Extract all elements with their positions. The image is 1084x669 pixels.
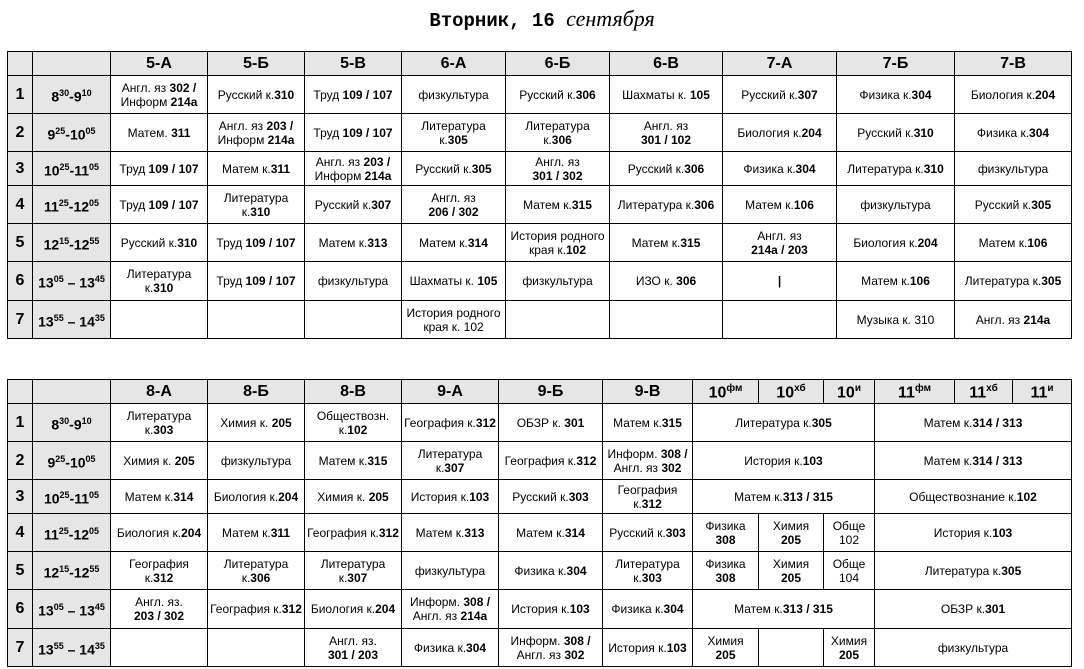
lesson-cell: Литература к.305 — [402, 114, 506, 152]
lesson-cell: Матем к.106 — [837, 262, 955, 301]
lesson-cell — [723, 301, 837, 339]
lesson-cell: География к.312 — [603, 480, 693, 514]
lesson-time: $9^{25}-10^{05}$ — [33, 114, 111, 152]
lesson-cell: Матем к.313 / 315 — [693, 480, 875, 514]
lesson-row — [8, 590, 1072, 629]
lesson-row — [8, 514, 1072, 552]
lesson-cell: ОБЗР к. 301 — [499, 404, 603, 442]
lesson-cell: Матем к.314 / 313 — [875, 404, 1072, 442]
lesson-number: 5 — [8, 552, 33, 590]
schedule-table-bottom — [7, 379, 1072, 667]
lesson-cell: География к.312 — [305, 514, 402, 552]
lesson-cell: Физика к.304 — [723, 152, 837, 186]
lesson-cell: Литература к.306 — [506, 114, 610, 152]
lesson-row — [8, 76, 1072, 114]
lesson-cell: Русский к.305 — [955, 186, 1072, 224]
lesson-cell: Матем к.311 — [208, 152, 305, 186]
lesson-cell: Физика 308 — [693, 552, 759, 590]
lesson-cell: Русский к.306 — [506, 76, 610, 114]
class-header: 6-А — [402, 52, 506, 76]
lesson-cell: Шахматы к. 105 — [402, 262, 506, 301]
lesson-cell — [759, 629, 824, 667]
class-header: 8-А — [111, 380, 208, 404]
lesson-cell: География к.312 — [402, 404, 499, 442]
lesson-time: $12^{15}-12^{55}$ — [33, 552, 111, 590]
lesson-cell: Труд 109 / 107 — [305, 114, 402, 152]
lesson-cell — [111, 301, 208, 339]
class-header: 6-В — [610, 52, 723, 76]
lesson-cell: Литература к.307 — [305, 552, 402, 590]
lesson-cell: Литература к.306 — [610, 186, 723, 224]
lesson-number: 4 — [8, 186, 33, 224]
lesson-cell: Англ. яз. 301 / 203 — [305, 629, 402, 667]
lesson-cell: Матем к.313 — [402, 514, 499, 552]
lesson-cell: физкультура — [305, 262, 402, 301]
lesson-number: 5 — [8, 224, 33, 262]
lesson-row — [8, 152, 1072, 186]
lesson-cell — [305, 301, 402, 339]
lesson-row — [8, 224, 1072, 262]
lesson-time: $11^{25}-12^{05}$ — [33, 186, 111, 224]
lesson-cell: Обще 102 — [824, 514, 875, 552]
lesson-cell: физкультура — [506, 262, 610, 301]
class-header: $10^и$ — [824, 380, 875, 404]
lesson-cell: Биология к.204 — [955, 76, 1072, 114]
class-header: 9-Б — [499, 380, 603, 404]
lesson-cell: Физика к.304 — [402, 629, 499, 667]
lesson-cell: Англ. яз 214а — [955, 301, 1072, 339]
lesson-cell — [208, 629, 305, 667]
lesson-cell: Обществозн. к.102 — [305, 404, 402, 442]
lesson-number: 6 — [8, 590, 33, 629]
class-header: 5-А — [111, 52, 208, 76]
lesson-cell: Матем к.315 — [610, 224, 723, 262]
lesson-cell: физкультура — [875, 629, 1072, 667]
lesson-cell: Труд 109 / 107 — [305, 76, 402, 114]
lesson-cell: Шахматы к. 105 — [610, 76, 723, 114]
lesson-cell: Литература к.307 — [402, 442, 499, 480]
lesson-cell: физкультура — [208, 442, 305, 480]
lesson-cell: Информ. 308 / Англ. яз 302 — [603, 442, 693, 480]
lesson-cell: Матем к.315 — [506, 186, 610, 224]
lesson-number: 2 — [8, 442, 33, 480]
lesson-cell — [208, 301, 305, 339]
lesson-cell: Русский к.310 — [837, 114, 955, 152]
class-header: 9-А — [402, 380, 499, 404]
lesson-cell: География к.312 — [111, 552, 208, 590]
lesson-cell: | — [723, 262, 837, 301]
lesson-cell: Физика к.304 — [499, 552, 603, 590]
corner-cell — [33, 380, 111, 404]
class-header: 7-А — [723, 52, 837, 76]
lesson-row — [8, 301, 1072, 339]
lesson-cell: Русский к.307 — [305, 186, 402, 224]
lesson-cell: История родного края к.102 — [506, 224, 610, 262]
lesson-cell: Матем к.315 — [305, 442, 402, 480]
class-header: $11^{фм}$ — [875, 380, 955, 404]
lesson-cell: Русский к.307 — [723, 76, 837, 114]
lesson-cell: Матем к.313 — [305, 224, 402, 262]
lesson-cell: Химия 205 — [824, 629, 875, 667]
lesson-time: $13^{55} - 14^{35}$ — [33, 629, 111, 667]
lesson-number: 2 — [8, 114, 33, 152]
lesson-cell: История родного края к. 102 — [402, 301, 506, 339]
lesson-cell: Биология к.204 — [111, 514, 208, 552]
lesson-row — [8, 552, 1072, 590]
class-header: $11^{хб}$ — [955, 380, 1013, 404]
lesson-cell: Матем к.106 — [723, 186, 837, 224]
lesson-cell: Литература к.305 — [693, 404, 875, 442]
class-header: 8-В — [305, 380, 402, 404]
lesson-cell: Русский к.310 — [208, 76, 305, 114]
lesson-cell: Англ. яз 301 / 302 — [506, 152, 610, 186]
lesson-cell: Русский к.306 — [610, 152, 723, 186]
lesson-cell: Матем к.314 / 313 — [875, 442, 1072, 480]
lesson-cell: Литература к.310 — [208, 186, 305, 224]
lesson-cell — [610, 301, 723, 339]
lesson-number: 4 — [8, 514, 33, 552]
lesson-time: $9^{25}-10^{05}$ — [33, 442, 111, 480]
lesson-cell: Труд 109 / 107 — [111, 152, 208, 186]
lesson-cell: Обществознание к.102 — [875, 480, 1072, 514]
lesson-cell: Информ. 308 / Англ. яз 302 — [499, 629, 603, 667]
lesson-cell: Труд 109 / 107 — [208, 262, 305, 301]
lesson-cell: Матем к.313 / 315 — [693, 590, 875, 629]
corner-cell — [33, 52, 111, 76]
lesson-row — [8, 186, 1072, 224]
lesson-cell: Физика 308 — [693, 514, 759, 552]
class-header: $10^{фм}$ — [693, 380, 759, 404]
lesson-cell: Химия к. 205 — [111, 442, 208, 480]
lesson-number: 7 — [8, 301, 33, 339]
lesson-number: 1 — [8, 404, 33, 442]
lesson-cell: География к.312 — [208, 590, 305, 629]
lesson-row — [8, 262, 1072, 301]
lesson-cell: Обще 104 — [824, 552, 875, 590]
lesson-cell: Русский к.310 — [111, 224, 208, 262]
corner-cell — [8, 52, 33, 76]
lesson-time: $8^{30}-9^{10}$ — [33, 404, 111, 442]
lesson-number: 1 — [8, 76, 33, 114]
lesson-cell: Литература к.305 — [955, 262, 1072, 301]
lesson-cell: Биология к.204 — [723, 114, 837, 152]
lesson-cell: География к.312 — [499, 442, 603, 480]
class-header: 5-В — [305, 52, 402, 76]
lesson-cell: Биология к.204 — [837, 224, 955, 262]
lesson-row — [8, 114, 1072, 152]
lesson-cell: Биология к.204 — [305, 590, 402, 629]
lesson-row — [8, 629, 1072, 667]
lesson-row — [8, 442, 1072, 480]
schedule-title: Вторник, 16 сентября — [429, 6, 655, 32]
schedule-table-top — [7, 51, 1072, 339]
lesson-time: $13^{05} - 13^{45}$ — [33, 262, 111, 301]
lesson-cell: физкультура — [402, 552, 499, 590]
lesson-time: $13^{05} - 13^{45}$ — [33, 590, 111, 629]
lesson-cell: Химия к. 205 — [305, 480, 402, 514]
lesson-cell: Литература к.303 — [603, 552, 693, 590]
lesson-cell: Русский к.303 — [499, 480, 603, 514]
lesson-time: $12^{15}-12^{55}$ — [33, 224, 111, 262]
lesson-cell: Литература к.306 — [208, 552, 305, 590]
class-header: 7-В — [955, 52, 1072, 76]
lesson-cell: Англ. яз 206 / 302 — [402, 186, 506, 224]
lesson-cell: Англ. яз 203 / Информ 214а — [208, 114, 305, 152]
lesson-cell: История к.103 — [603, 629, 693, 667]
header-row — [8, 52, 1072, 76]
lesson-cell: Физика к.304 — [955, 114, 1072, 152]
corner-cell — [8, 380, 33, 404]
lesson-number: 6 — [8, 262, 33, 301]
lesson-cell: Химия к. 205 — [208, 404, 305, 442]
lesson-cell: Химия 205 — [759, 514, 824, 552]
class-header: $11^и$ — [1013, 380, 1072, 404]
lesson-cell: Матем к.315 — [603, 404, 693, 442]
lesson-cell: Матем к.311 — [208, 514, 305, 552]
lesson-cell: Информ. 308 / Англ. яз 214а — [402, 590, 499, 629]
lesson-time: $11^{25}-12^{05}$ — [33, 514, 111, 552]
lesson-row — [8, 404, 1072, 442]
lesson-time: $10^{25}-11^{05}$ — [33, 480, 111, 514]
lesson-row — [8, 480, 1072, 514]
lesson-time: $13^{55} - 14^{35}$ — [33, 301, 111, 339]
lesson-cell: Матем. 311 — [111, 114, 208, 152]
lesson-cell — [506, 301, 610, 339]
class-header: 8-Б — [208, 380, 305, 404]
class-header: $10^{хб}$ — [759, 380, 824, 404]
lesson-cell: Матем к.106 — [955, 224, 1072, 262]
class-header: 6-Б — [506, 52, 610, 76]
lesson-cell: Русский к.303 — [603, 514, 693, 552]
class-header: 5-Б — [208, 52, 305, 76]
lesson-cell: Англ. яз 301 / 102 — [610, 114, 723, 152]
lesson-cell: История к.103 — [402, 480, 499, 514]
lesson-cell: Музыка к. 310 — [837, 301, 955, 339]
lesson-cell: Матем к.314 — [402, 224, 506, 262]
lesson-cell: Литература к.305 — [875, 552, 1072, 590]
lesson-number: 3 — [8, 152, 33, 186]
lesson-number: 7 — [8, 629, 33, 667]
lesson-cell: История к.103 — [693, 442, 875, 480]
lesson-cell: Труд 109 / 107 — [111, 186, 208, 224]
lesson-cell: Русский к.305 — [402, 152, 506, 186]
lesson-cell: физкультура — [837, 186, 955, 224]
lesson-cell: Химия 205 — [759, 552, 824, 590]
lesson-number: 3 — [8, 480, 33, 514]
class-header: 7-Б — [837, 52, 955, 76]
lesson-cell: История к.103 — [499, 590, 603, 629]
lesson-cell: Труд 109 / 107 — [208, 224, 305, 262]
lesson-cell: Литература к.310 — [111, 262, 208, 301]
lesson-cell: Физика к.304 — [603, 590, 693, 629]
lesson-time: $10^{25}-11^{05}$ — [33, 152, 111, 186]
lesson-cell: Матем к.314 — [499, 514, 603, 552]
lesson-cell: физкультура — [955, 152, 1072, 186]
class-header: 9-В — [603, 380, 693, 404]
lesson-cell: ИЗО к. 306 — [610, 262, 723, 301]
lesson-cell: Физика к.304 — [837, 76, 955, 114]
lesson-cell: Англ. яз. 203 / 302 — [111, 590, 208, 629]
lesson-cell: История к.103 — [875, 514, 1072, 552]
lesson-cell: Биология к.204 — [208, 480, 305, 514]
lesson-cell: физкультура — [402, 76, 506, 114]
lesson-cell: Англ. яз 203 / Информ 214а — [305, 152, 402, 186]
lesson-cell: Матем к.314 — [111, 480, 208, 514]
lesson-cell — [111, 629, 208, 667]
lesson-cell: Химия 205 — [693, 629, 759, 667]
header-row — [8, 380, 1072, 404]
lesson-cell: ОБЗР к.301 — [875, 590, 1072, 629]
lesson-cell: Англ. яз 302 / Информ 214а — [111, 76, 208, 114]
lesson-cell: Литература к.310 — [837, 152, 955, 186]
lesson-time: $8^{30}-9^{10}$ — [33, 76, 111, 114]
lesson-cell: Литература к.303 — [111, 404, 208, 442]
lesson-cell: Англ. яз 214а / 203 — [723, 224, 837, 262]
